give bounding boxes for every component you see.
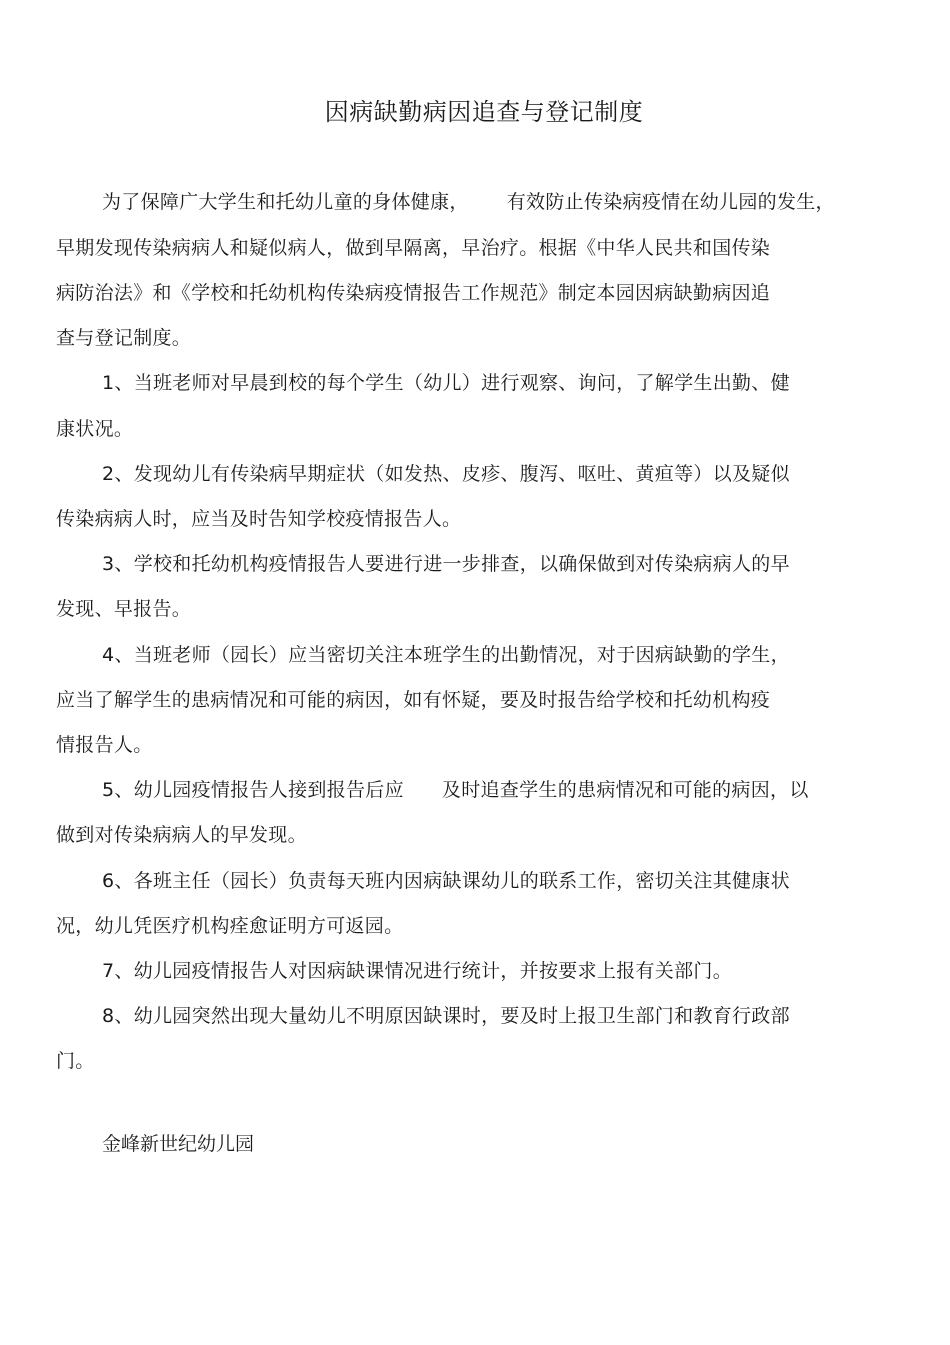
- intro-line: 查与登记制度。: [56, 327, 192, 349]
- rule-item-5: 做到对传染病病人的早发现。: [56, 824, 307, 846]
- rule-item-5: 5、幼儿园疫情报告人接到报告后应 及时追查学生的患病情况和可能的病因，以: [102, 779, 809, 801]
- rule-item-4: 应当了解学生的患病情况和可能的病因，如有怀疑，要及时报告给学校和托幼机构疫: [56, 689, 771, 711]
- rule-item-2: 2、发现幼儿有传染病早期症状（如发热、皮疹、腹泻、呕吐、黄疸等）以及疑似: [102, 463, 790, 485]
- intro-line: 病防治法》和《学校和托幼机构传染病疫情报告工作规范》制定本园因病缺勤病因追: [56, 282, 771, 304]
- rule-item-8: 8、幼儿园突然出现大量幼儿不明原因缺课时，要及时上报卫生部门和教育行政部: [102, 1005, 790, 1027]
- rule-item-3: 发现、早报告。: [56, 598, 192, 620]
- document-title: 因病缺勤病因追查与登记制度: [324, 98, 644, 126]
- rule-item-4: 4、当班老师（园长）应当密切关注本班学生的出勤情况，对于因病缺勤的学生，: [102, 644, 790, 666]
- signature-organization: 金峰新世纪幼儿园: [102, 1133, 255, 1155]
- rule-item-1: 1、当班老师对早晨到校的每个学生（幼儿）进行观察、询问，了解学生出勤、健: [102, 372, 790, 394]
- rule-item-4: 情报告人。: [56, 734, 153, 756]
- rule-item-3: 3、学校和托幼机构疫情报告人要进行进一步排查，以确保做到对传染病病人的早: [102, 553, 790, 575]
- rule-item-7: 7、幼儿园疫情报告人对因病缺课情况进行统计，并按要求上报有关部门。: [102, 960, 732, 982]
- rule-item-6: 况，幼儿凭医疗机构痊愈证明方可返园。: [56, 915, 404, 937]
- rule-item-2: 传染病病人时，应当及时告知学校疫情报告人。: [56, 508, 462, 530]
- intro-line: 为了保障广大学生和托幼儿童的身体健康， 有效防止传染病疫情在幼儿园的发生，: [102, 191, 835, 213]
- rule-item-6: 6、各班主任（园长）负责每天班内因病缺课幼儿的联系工作，密切关注其健康状: [102, 870, 790, 892]
- rule-item-1: 康状况。: [56, 418, 134, 440]
- rule-item-8: 门。: [56, 1050, 95, 1072]
- intro-line: 早期发现传染病病人和疑似病人，做到早隔离，早治疗。根据《中华人民共和国传染: [56, 237, 771, 259]
